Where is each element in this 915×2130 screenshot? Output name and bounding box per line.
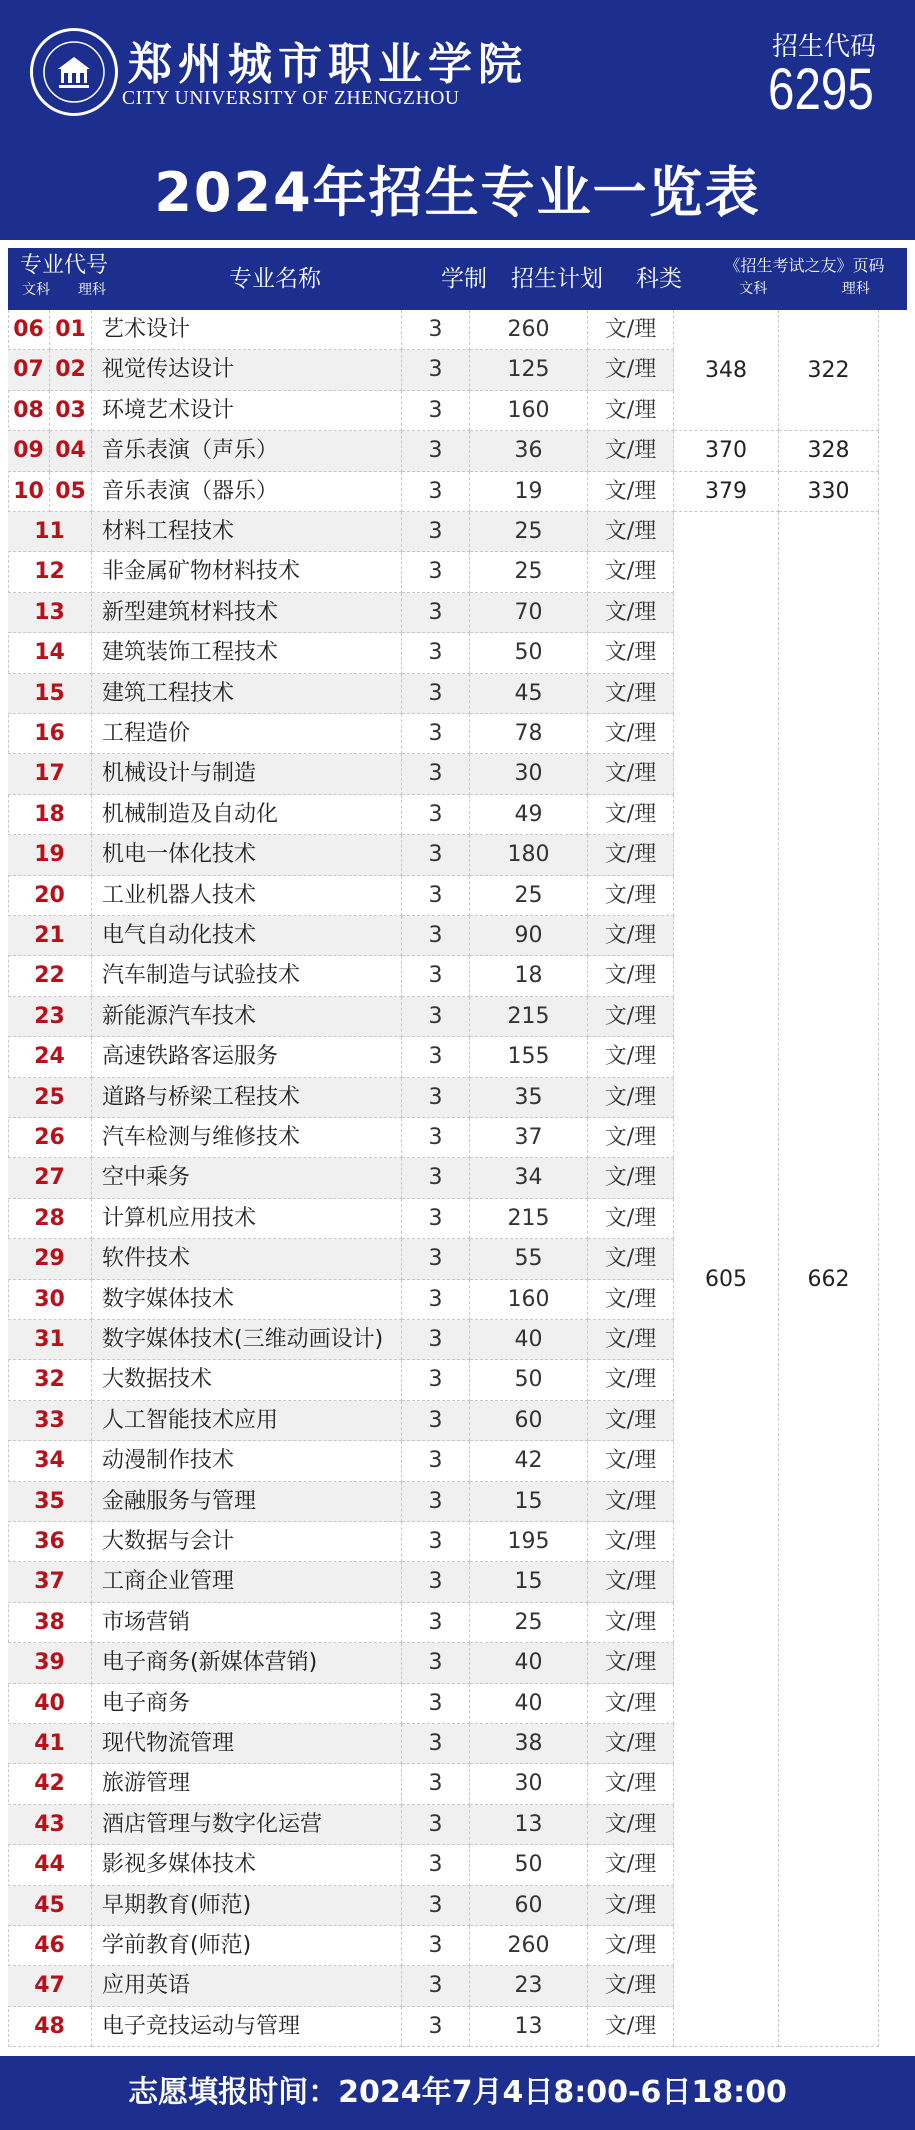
major-code: 26 [8,1118,92,1158]
major-subject: 文/理 [588,835,674,875]
major-name: 建筑装饰工程技术 [92,633,402,673]
major-name: 酒店管理与数字化运营 [92,1805,402,1845]
major-years: 3 [402,795,470,835]
major-name: 金融服务与管理 [92,1482,402,1522]
header-plan: 招生计划 [511,266,603,292]
major-subject: 文/理 [588,310,674,350]
page-number-wen: 605 [674,512,779,2047]
major-code: 43 [8,1805,92,1845]
major-code: 16 [8,714,92,754]
major-plan: 50 [470,1360,588,1400]
major-years: 3 [402,1966,470,2006]
major-name: 道路与桥梁工程技术 [92,1078,402,1118]
major-name: 应用英语 [92,1966,402,2006]
major-subject: 文/理 [588,1966,674,2006]
major-code: 29 [8,1239,92,1279]
majors-table [8,248,907,2047]
major-name: 市场营销 [92,1603,402,1643]
major-plan: 25 [470,552,588,592]
header-page-wen: 文科 [739,281,768,297]
major-years: 3 [402,633,470,673]
major-years: 3 [402,1401,470,1441]
major-name: 学前教育(师范) [92,1926,402,1966]
major-subject: 文/理 [588,1522,674,1562]
major-plan: 155 [470,1037,588,1077]
major-subject: 文/理 [588,1280,674,1320]
major-code: 32 [8,1360,92,1400]
major-plan: 19 [470,472,588,512]
major-code: 25 [8,1078,92,1118]
school-name-cn: 郑州城市职业学院 [128,39,528,90]
major-years: 3 [402,1441,470,1481]
major-subject: 文/理 [588,1886,674,1926]
major-name: 工程造价 [92,714,402,754]
major-code: 15 [8,674,92,714]
major-years: 3 [402,1805,470,1845]
major-years: 3 [402,391,470,431]
major-years: 3 [402,1239,470,1279]
major-code-li: 03 [50,391,92,431]
major-years: 3 [402,1603,470,1643]
major-plan: 50 [470,1845,588,1885]
major-subject: 文/理 [588,1684,674,1724]
major-code: 31 [8,1320,92,1360]
page-title: 2024年招生专业一览表 [154,161,761,224]
major-subject: 文/理 [588,1320,674,1360]
major-name: 早期教育(师范) [92,1886,402,1926]
major-code: 17 [8,754,92,794]
table-header [8,248,907,310]
major-name: 视觉传达设计 [92,350,402,390]
major-name: 非金属矿物材料技术 [92,552,402,592]
school-name-en: CITY UNIVERSITY OF ZHENGZHOU [122,88,460,109]
major-code: 40 [8,1684,92,1724]
major-code: 48 [8,2007,92,2047]
major-years: 3 [402,1078,470,1118]
major-years: 3 [402,674,470,714]
major-plan: 260 [470,1926,588,1966]
major-subject: 文/理 [588,1360,674,1400]
page-number-li: 662 [779,512,879,2047]
major-subject: 文/理 [588,1643,674,1683]
page-number-li: 330 [779,472,879,512]
major-plan: 15 [470,1482,588,1522]
major-name: 旅游管理 [92,1764,402,1804]
major-name: 新型建筑材料技术 [92,593,402,633]
major-subject: 文/理 [588,1401,674,1441]
major-years: 3 [402,1037,470,1077]
page-number-wen: 370 [674,431,779,471]
major-name: 环境艺术设计 [92,391,402,431]
major-code: 12 [8,552,92,592]
major-code-li: 05 [50,472,92,512]
major-name: 高速铁路客运服务 [92,1037,402,1077]
major-name: 汽车检测与维修技术 [92,1118,402,1158]
major-years: 3 [402,1320,470,1360]
major-subject: 文/理 [588,2007,674,2047]
major-name: 数字媒体技术(三维动画设计) [92,1320,402,1360]
major-name: 音乐表演（器乐） [92,472,402,512]
major-plan: 30 [470,754,588,794]
major-years: 3 [402,1724,470,1764]
major-plan: 70 [470,593,588,633]
header-subject: 科类 [636,266,682,292]
major-code: 19 [8,835,92,875]
major-years: 3 [402,1684,470,1724]
header-page-li: 理科 [841,281,870,297]
school-logo [30,28,118,116]
major-name: 软件技术 [92,1239,402,1279]
major-plan: 55 [470,1239,588,1279]
major-years: 3 [402,1280,470,1320]
major-name: 音乐表演（声乐） [92,431,402,471]
major-name: 电子商务(新媒体营销) [92,1643,402,1683]
major-code: 39 [8,1643,92,1683]
major-years: 3 [402,1764,470,1804]
major-plan: 49 [470,795,588,835]
major-name: 汽车制造与试验技术 [92,956,402,996]
major-years: 3 [402,350,470,390]
major-name: 工业机器人技术 [92,876,402,916]
major-years: 3 [402,876,470,916]
major-subject: 文/理 [588,512,674,552]
major-years: 3 [402,512,470,552]
major-name: 影视多媒体技术 [92,1845,402,1885]
major-name: 电子商务 [92,1684,402,1724]
enrollment-code-label: 招生代码 [772,32,877,62]
major-plan: 60 [470,1401,588,1441]
major-subject: 文/理 [588,956,674,996]
major-years: 3 [402,1522,470,1562]
major-subject: 文/理 [588,552,674,592]
major-code: 45 [8,1886,92,1926]
major-plan: 30 [470,1764,588,1804]
major-code-li: 04 [50,431,92,471]
major-plan: 13 [470,1805,588,1845]
major-code: 46 [8,1926,92,1966]
major-code: 42 [8,1764,92,1804]
major-subject: 文/理 [588,1199,674,1239]
header-years: 学制 [441,266,487,292]
major-subject: 文/理 [588,1764,674,1804]
major-plan: 160 [470,391,588,431]
major-code: 22 [8,956,92,996]
major-years: 3 [402,1158,470,1198]
major-subject: 文/理 [588,1441,674,1481]
table-body [8,310,907,2047]
major-code: 41 [8,1724,92,1764]
major-years: 3 [402,835,470,875]
header-page-label: 《招生考试之友》页码 [724,256,885,275]
major-plan: 90 [470,916,588,956]
major-code: 35 [8,1482,92,1522]
major-code: 37 [8,1562,92,1602]
major-plan: 42 [470,1441,588,1481]
major-plan: 13 [470,2007,588,2047]
major-plan: 195 [470,1522,588,1562]
major-name: 空中乘务 [92,1158,402,1198]
major-code: 24 [8,1037,92,1077]
major-subject: 文/理 [588,1239,674,1279]
major-plan: 18 [470,956,588,996]
major-subject: 文/理 [588,1805,674,1845]
major-code-wen: 10 [8,472,50,512]
major-subject: 文/理 [588,1158,674,1198]
major-code: 18 [8,795,92,835]
major-name: 工商企业管理 [92,1562,402,1602]
major-code-wen: 07 [8,350,50,390]
major-plan: 15 [470,1562,588,1602]
major-plan: 215 [470,1199,588,1239]
major-subject: 文/理 [588,1482,674,1522]
major-plan: 78 [470,714,588,754]
major-years: 3 [402,997,470,1037]
major-code: 44 [8,1845,92,1885]
major-plan: 215 [470,997,588,1037]
major-name: 人工智能技术应用 [92,1401,402,1441]
major-subject: 文/理 [588,1562,674,1602]
page-number-wen: 379 [674,472,779,512]
major-plan: 37 [470,1118,588,1158]
major-plan: 23 [470,1966,588,2006]
major-code: 30 [8,1280,92,1320]
major-years: 3 [402,1360,470,1400]
major-plan: 160 [470,1280,588,1320]
major-name: 大数据技术 [92,1360,402,1400]
major-years: 3 [402,1845,470,1885]
major-plan: 260 [470,310,588,350]
major-subject: 文/理 [588,1845,674,1885]
major-subject: 文/理 [588,350,674,390]
major-name: 机械制造及自动化 [92,795,402,835]
major-years: 3 [402,472,470,512]
major-years: 3 [402,593,470,633]
major-years: 3 [402,754,470,794]
major-plan: 35 [470,1078,588,1118]
major-name: 机电一体化技术 [92,835,402,875]
major-subject: 文/理 [588,795,674,835]
major-years: 3 [402,714,470,754]
major-plan: 180 [470,835,588,875]
major-years: 3 [402,310,470,350]
major-years: 3 [402,431,470,471]
major-name: 艺术设计 [92,310,402,350]
major-plan: 40 [470,1320,588,1360]
major-code-li: 02 [50,350,92,390]
major-code: 33 [8,1401,92,1441]
major-plan: 36 [470,431,588,471]
enrollment-code-value: 6295 [768,57,874,122]
major-subject: 文/理 [588,714,674,754]
major-years: 3 [402,2007,470,2047]
major-subject: 文/理 [588,1118,674,1158]
major-years: 3 [402,552,470,592]
major-name: 机械设计与制造 [92,754,402,794]
major-plan: 50 [470,633,588,673]
major-subject: 文/理 [588,1724,674,1764]
major-name: 建筑工程技术 [92,674,402,714]
major-code: 38 [8,1603,92,1643]
major-years: 3 [402,1199,470,1239]
header-code-label: 专业代号 [19,253,108,278]
major-years: 3 [402,1643,470,1683]
major-subject: 文/理 [588,391,674,431]
page-number-li: 328 [779,431,879,471]
major-years: 3 [402,1562,470,1602]
major-code: 28 [8,1199,92,1239]
major-subject: 文/理 [588,633,674,673]
major-code: 21 [8,916,92,956]
major-code: 47 [8,1966,92,2006]
major-code-wen: 06 [8,310,50,350]
header-name: 专业名称 [229,266,321,292]
major-name: 材料工程技术 [92,512,402,552]
major-code: 11 [8,512,92,552]
major-name: 现代物流管理 [92,1724,402,1764]
major-code-li: 01 [50,310,92,350]
major-plan: 60 [470,1886,588,1926]
major-years: 3 [402,1118,470,1158]
major-plan: 25 [470,512,588,552]
header-code-li: 理科 [78,282,106,298]
header-code [8,248,120,310]
major-subject: 文/理 [588,1603,674,1643]
major-subject: 文/理 [588,472,674,512]
major-subject: 文/理 [588,1037,674,1077]
application-time-banner: 志愿填报时间：2024年7月4日8:00-6日18:00 [0,2056,915,2130]
major-subject: 文/理 [588,431,674,471]
major-name: 数字媒体技术 [92,1280,402,1320]
major-subject: 文/理 [588,754,674,794]
major-plan: 40 [470,1643,588,1683]
major-subject: 文/理 [588,876,674,916]
major-plan: 34 [470,1158,588,1198]
major-plan: 45 [470,674,588,714]
major-subject: 文/理 [588,1926,674,1966]
major-code: 20 [8,876,92,916]
major-name: 电气自动化技术 [92,916,402,956]
major-plan: 38 [470,1724,588,1764]
major-subject: 文/理 [588,916,674,956]
major-subject: 文/理 [588,997,674,1037]
major-code: 36 [8,1522,92,1562]
major-name: 动漫制作技术 [92,1441,402,1481]
major-subject: 文/理 [588,593,674,633]
major-plan: 125 [470,350,588,390]
major-code-wen: 09 [8,431,50,471]
major-years: 3 [402,956,470,996]
page-number-li: 322 [779,310,879,431]
major-subject: 文/理 [588,674,674,714]
major-years: 3 [402,1482,470,1522]
major-code: 13 [8,593,92,633]
major-code: 27 [8,1158,92,1198]
major-code: 34 [8,1441,92,1481]
header-banner [0,0,915,240]
major-name: 电子竞技运动与管理 [92,2007,402,2047]
major-years: 3 [402,1926,470,1966]
major-years: 3 [402,916,470,956]
major-plan: 25 [470,876,588,916]
major-plan: 40 [470,1684,588,1724]
major-code: 23 [8,997,92,1037]
header-page [702,248,907,310]
major-name: 大数据与会计 [92,1522,402,1562]
logo-emblem-icon [33,31,121,119]
major-name: 计算机应用技术 [92,1199,402,1239]
major-code: 14 [8,633,92,673]
major-name: 新能源汽车技术 [92,997,402,1037]
major-years: 3 [402,1886,470,1926]
major-plan: 25 [470,1603,588,1643]
major-code-wen: 08 [8,391,50,431]
header-code-wen: 文科 [22,282,50,298]
page-number-wen: 348 [674,310,779,431]
major-subject: 文/理 [588,1078,674,1118]
